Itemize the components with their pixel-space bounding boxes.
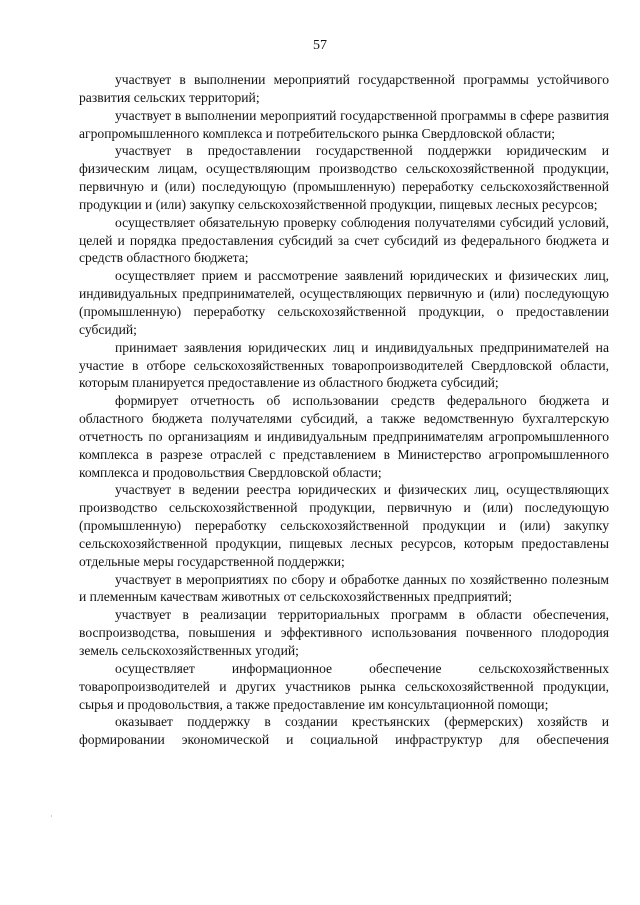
paragraph: участвует в предоставлении государственной поддержки юридическим и физическим лицам, осуществляющим производство сельскохозяйственной продукции, первичную и (или) последующую (промышленную) переработку сельскохозяйственной продукции и (или) закупку сельскохозяйственной продукции, пищевых лесных ресурсов; — [79, 143, 609, 212]
paragraph: участвует в выполнении мероприятий государственной программы в сфере развития агропромышленного комплекса и потребительского рынка Свердловской области; — [79, 107, 609, 141]
page-number: 57 — [313, 38, 327, 53]
paragraph: участвует в выполнении мероприятий государственной программы устойчивого развития сельских территорий; — [79, 72, 609, 105]
paragraph: участвует в реализации территориальных программ в области обеспечения, воспроизводства, повышения и эффективного использования почвенного плодородия земель сельскохозяйственных угодий; — [79, 607, 609, 658]
paragraph: принимает заявления юридических лиц и индивидуальных предпринимателей на участие в отборе сельскохозяйственных товаропроизводителей Свердловской области, которым планируется предоставление из областного бюджета субсидий; — [79, 339, 609, 391]
paragraph: участвует в мероприятиях по сбору и обработке данных по хозяйственно полезным и племенным качествам животных от сельскохозяйственных предприятий; — [79, 571, 609, 605]
paragraph: осуществляет прием и рассмотрение заявлений юридических и физических лиц, индивидуальных предпринимателей, осуществляющих первичную и (или) последующую (промышленную) переработку сельскохозяйственной продукции, о предоставлении субсидий; — [79, 268, 609, 337]
paragraph: формирует отчетность об использовании средств федерального бюджета и областного бюджета получателями субсидий, а также ведомственную бухгалтерскую отчетность по организациям и индивидуальным предпринимателям агропромышленного комплекса в разрезе отраслей с представлением в Министерство агропромышленного комплекса и продовольствия Свердловской области; — [79, 393, 609, 480]
paragraph: оказывает поддержку в создании крестьянских (фермерских) хозяйств и формировании экономической и социальной инфраструктур для обеспечения — [79, 714, 609, 748]
paragraph: осуществляет информационное обеспечение сельскохозяйственных товаропроизводителей и других участников рынка сельскохозяйственной продукции, сырья и продовольствия, а также предоставление им консультационной помощи; — [79, 660, 609, 712]
paragraph: участвует в ведении реестра юридических и физических лиц, осуществляющих производство сельскохозяйственной продукции, первичную и (или) последующую (промышленную) переработку сельскохозяйственной продукции и (или) закупку сельскохозяйственной продукции, пищевых лесных ресурсов, которым предоставлены отдельные меры государственной поддержки; — [79, 482, 609, 569]
margin-dot-mark: · — [50, 812, 53, 821]
body-text — [79, 71, 609, 749]
paragraph: осуществляет обязательную проверку соблюдения получателями субсидий условий, целей и порядка предоставления субсидий за счет субсидий из федерального бюджета и средств областного бюджета; — [79, 214, 609, 266]
